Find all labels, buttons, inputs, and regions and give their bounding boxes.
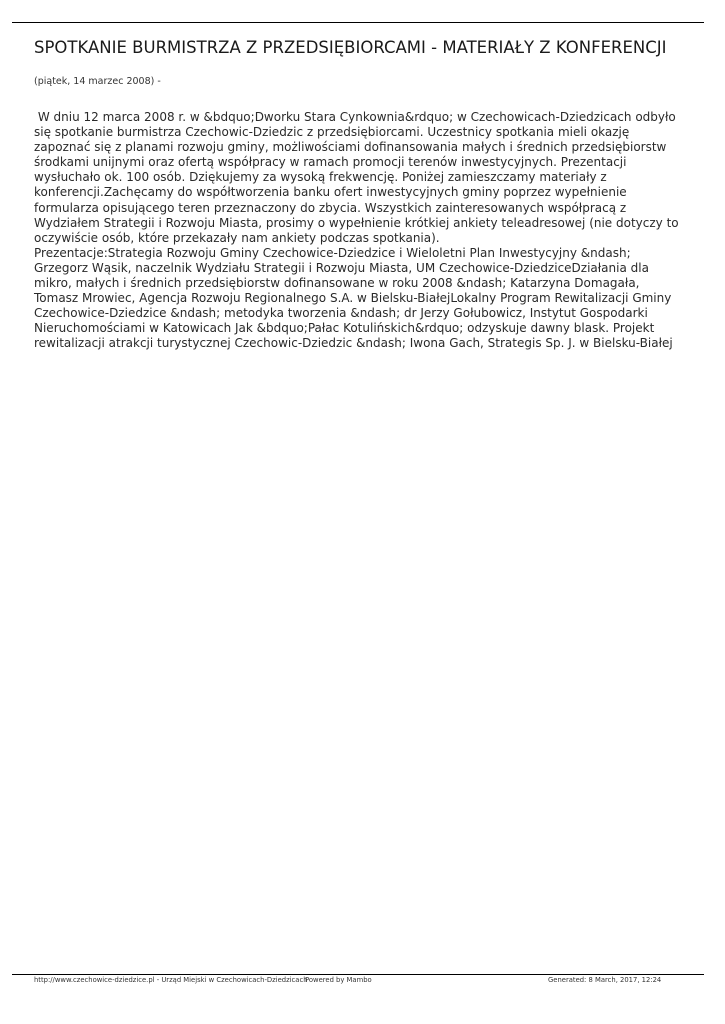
footer-generated-date: Generated: 8 March, 2017, 12:24	[548, 976, 662, 984]
article-paragraph-intro	[34, 110, 686, 246]
footer-site-url: http://www.czechowice-dziedzice.pl - Urząd Miejski w Czechowicach-Dziedzicach	[34, 976, 308, 984]
article-paragraph-presentations: Prezentacje:Strategia Rozwoju Gminy Czechowice-Dziedzice i Wieloletni Plan Inwestycyjny &ndash; Grzegorz Wąsik, naczelnik Wydziału Strategii i Rozwoju Miasta, UM Czechowice-DziedziceDziałania dla mikro, małych i średnich przedsiębiorstw dofinansowane w roku 2008 &ndash; Katarzyna Domagała, Tomasz Mrowiec, Agencja Rozwoju Regionalnego S.A. w Bielsku-BiałejLokalny Program Rewitalizacji Gminy Czechowice-Dziedzice &ndash; metodyka tworzenia &ndash; dr Jerzy Gołubowicz, Instytut Gospodarki Nieruchomościami w Katowicach Jak &bdquo;Pałac Kotulińskich&rdquo; odzyskuje dawny blask. Projekt rewitalizacji atrakcji turystycznej Czechowic-Dziedzic &ndash; Iwona Gach, Strategis Sp. J. w Bielsku-Białej	[34, 245, 673, 351]
page-title: SPOTKANIE BURMISTRZA Z PRZEDSIĘBIORCAMI - MATERIAŁY Z KONFERENCJI	[34, 38, 667, 57]
article-paragraph-intro-text: W dniu 12 marca 2008 r. w &bdquo;Dworku Stara Cynkownia&rdquo; w Czechowicach-Dziedzicach odbyło się spotkanie burmistrza Czechowic-Dziedzic z przedsiębiorcami. Uczestnicy spotkania mieli okazję zapoznać się z planami rozwoju gminy, możliwościami dofinansowania małych i średnich przedsiębiorstw środkami unijnymi oraz ofertą współpracy w ramach promocji terenów inwestycyjnych. Prezentacji wysłuchało ok. 100 osób. Dziękujemy za wysoką frekwencję. Poniżej zamieszczamy materiały z konferencji.Zachęcamy do współtworzenia banku ofert inwestycyjnych gminy poprzez wypełnienie formularza opisującego teren przeznaczony do zbycia. Wszystkich zainteresowanych współpracą z Wydziałem Strategii i Rozwoju Miasta, prosimy o wypełnienie krótkiej ankiety teleadresowej (nie dotyczy to oczywiście osób, które przekazały nam ankiety podczas spotkania).	[34, 110, 679, 245]
footer-divider	[12, 974, 704, 975]
header-divider	[12, 22, 704, 23]
footer-powered-by: Powered by Mambo	[305, 976, 372, 984]
article-body	[34, 110, 686, 352]
publication-date: (piątek, 14 marzec 2008) -	[34, 76, 161, 87]
